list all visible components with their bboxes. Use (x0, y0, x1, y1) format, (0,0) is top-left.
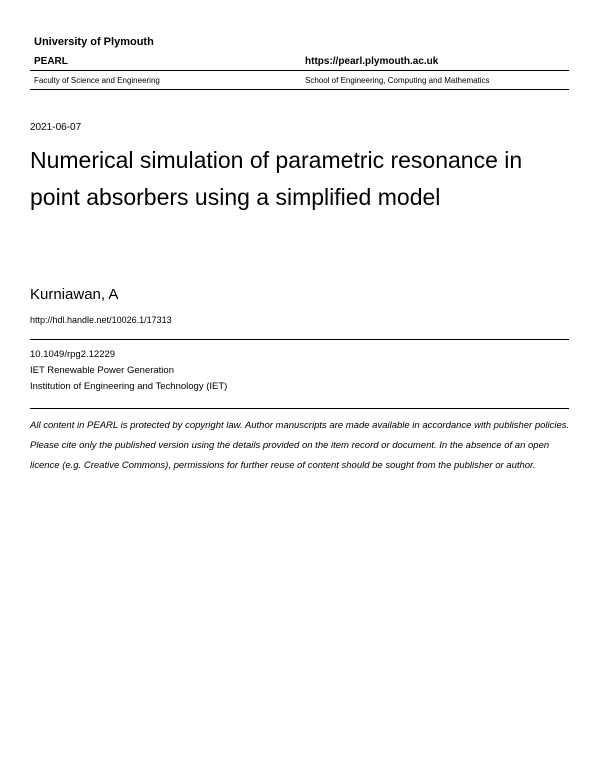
institution-name: University of Plymouth (34, 36, 154, 48)
school-name: School of Engineering, Computing and Mathematics (305, 76, 490, 85)
header-divider-bottom (30, 89, 569, 90)
journal-name: IET Renewable Power Generation (30, 365, 174, 376)
repository-name: PEARL (34, 56, 68, 67)
publication-metadata (30, 347, 227, 395)
repository-url-link[interactable]: https://pearl.plymouth.ac.uk (305, 56, 439, 67)
handle-link[interactable]: http://hdl.handle.net/10026.1/17313 (30, 315, 172, 325)
publisher-name: Institution of Engineering and Technology (IET) (30, 381, 228, 392)
author-name: Kurniawan, A (30, 286, 119, 303)
faculty-name: Faculty of Science and Engineering (34, 76, 160, 85)
paper-title: Numerical simulation of parametric resonance in point absorbers using a simplified model (30, 147, 523, 210)
publication-date: 2021-06-07 (30, 122, 82, 133)
header-divider-top (30, 70, 569, 71)
doi-text: 10.1049/rpg2.12229 (30, 349, 116, 360)
copyright-notice: All content in PEARL is protected by copyright law. Author manuscripts are made available in accordance with publisher policies. Please cite only the published version using the details provided on the item record or document. In the absence of an open licence (e.g. Creative Commons), permissions for further reuse of content should be sought from the publisher or author. (30, 420, 570, 471)
metadata-divider-top (30, 339, 569, 340)
metadata-divider-bottom (30, 408, 569, 409)
